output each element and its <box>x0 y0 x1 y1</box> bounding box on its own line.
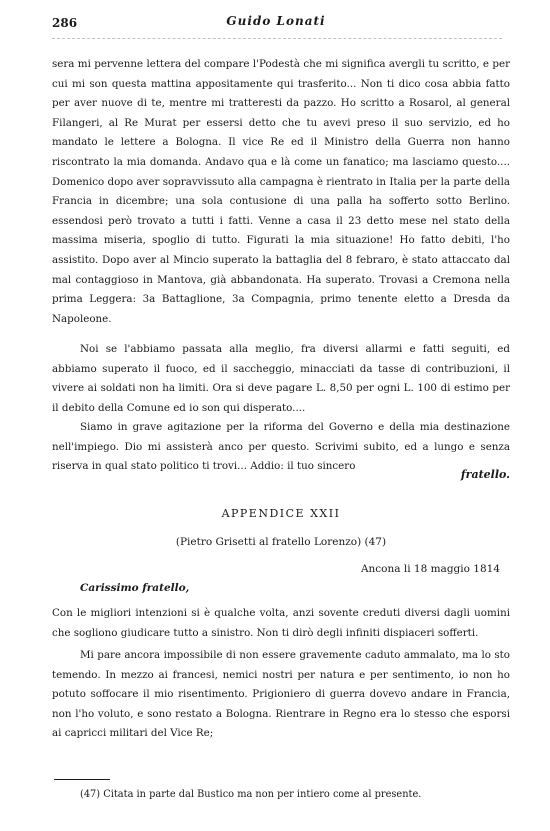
letter-date: Ancona li 18 maggio 1814 <box>360 563 500 575</box>
body-paragraph-3: Siamo in grave agitazione per la riforma del Governo e della mia destinazione nell'impiego. Dio mi assisterà anco per questo. Scrivimi subito, ed a lungo e senza riserva in qual stato politico ti trovi... Addio: il tuo sincero <box>52 421 510 473</box>
body-paragraph-1: sera mi pervenne lettera del compare l'Podestà che mi significa avergli tu scritto, e per cui mi son questa mattina appositamente qui trasferito... Non ti dico cosa abbia fatto per aver nuove di te, mentre mi tratteresti da pazzo. Ho scritto a Rosarol, al general Filangeri, al Re Murat per essersi detto che tu avevi preso il suo servizio, ed ho mandato le lettere a Bologna. Il vice Re ed il Ministro della Guerra non hanno riscontrato la mia domanda. Andavo qua e là come un fanatico; ma lasciamo questo.... Domenico dopo aver sopravvissuto alla campagna è rientrato in Italia per la parte della Francia in dicembre; una sola contusione di una palla ha sofferto sotto Berlino. essendosi però trovato a tutti i fatti. Venne a casa il 23 detto mese nel stato della massima miseria, spoglio di tutto. Figurati la mia situazione! Ho fatto debiti, l'ho assistito. Dopo aver al Mincio superato la battaglia del 8 febraro, è stato attaccato dal mal contaggioso in Mantova, già abbandonata. Ha superato. Trovasi a Cremona nella prima Leggera: 3a Battaglione, 3a Compagnia, primo tenente eletto a Dresda da Napoleone. <box>52 58 510 325</box>
header-divider <box>52 38 502 39</box>
appendix-paragraph-2: Mi pare ancora impossibile di non essere gravemente caduto ammalato, ma lo sto temendo. In mezzo ai francesi, nemici nostri per natura e per sentimento, io non ho potuto soffocare il mio risentimento. Prigioniero di guerra dovevo andare in Francia, non l'ho voluto, e sono restato a Bologna. Rientrare in Regno era lo stesso che esporsi ai capricci militari del Vice Re; <box>52 649 510 740</box>
appendix-paragraph-1: Con le migliori intenzioni si è qualche volta, anzi sovente creduti diversi dagli uomini che sogliono giudicare tutto a sinistro. Non ti dirò degli infiniti dispiaceri sofferti. <box>52 607 510 639</box>
footnote: (47) Citata in parte dal Bustico ma non per intiero come al presente. <box>80 789 422 800</box>
page-number: 286 <box>52 16 78 30</box>
appendix-subtitle: (Pietro Grisetti al fratello Lorenzo) (47) <box>175 536 387 548</box>
running-head <box>52 14 500 34</box>
letter-salutation: Carissimo fratello, <box>80 582 190 594</box>
letter-signature: fratello. <box>460 468 510 481</box>
appendix-title: APPENDICE XXII <box>221 507 341 520</box>
running-title: Guido Lonati <box>226 14 326 28</box>
body-paragraph-2: Noi se l'abbiamo passata alla meglio, fra diversi allarmi e fatti seguiti, ed abbiamo superato il fuoco, ed il saccheggio, minacciati da tasse di contribuzioni, il vivere ai soldati non ha limiti. Ora si deve pagare L. 8,50 per ogni L. 100 di estimo per il debito della Comune ed io son qui disperato.... <box>52 343 510 414</box>
footnote-divider <box>54 779 110 780</box>
